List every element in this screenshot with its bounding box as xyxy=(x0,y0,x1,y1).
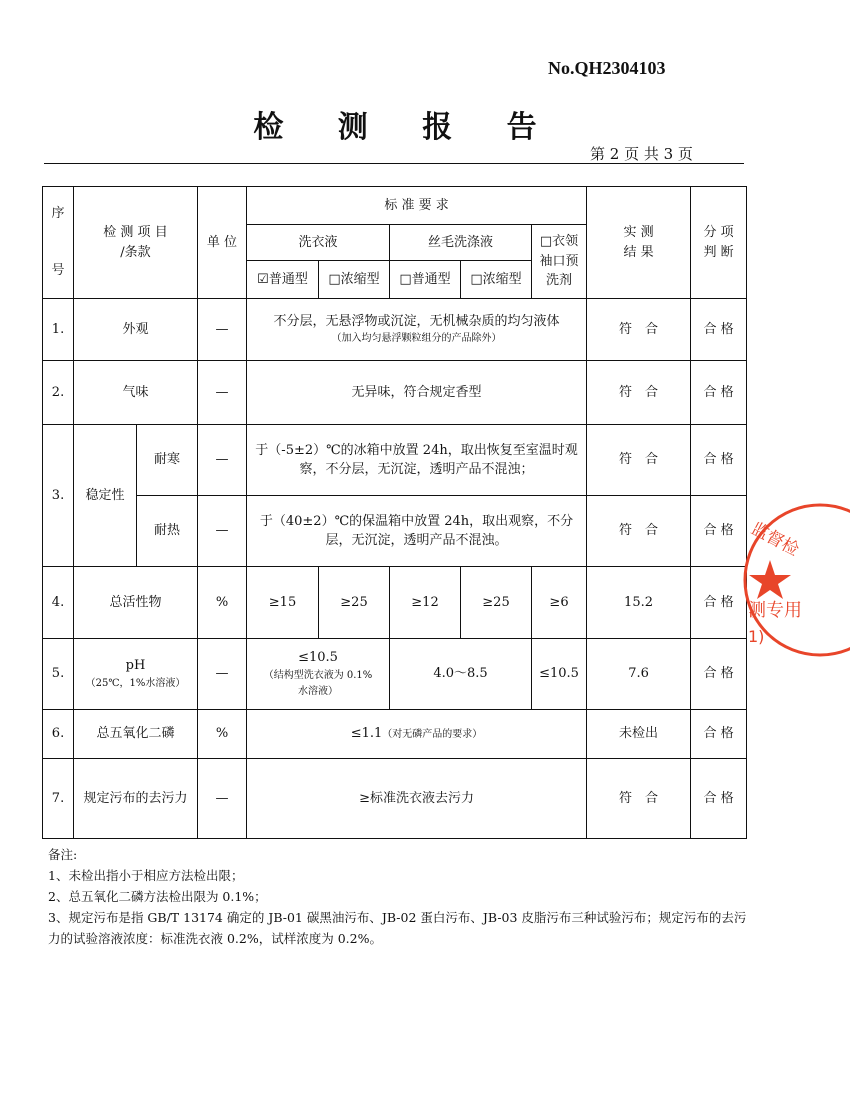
table-row xyxy=(43,299,747,361)
row-unit: % xyxy=(198,567,247,639)
row-unit: — xyxy=(198,496,247,567)
row-requirement: 不分层，无悬浮物或沉淀，无机械杂质的均匀液体 （加入均匀悬浮颗粒组分的产品除外） xyxy=(247,299,587,361)
checkbox-concentrated-laundry: □浓缩型 xyxy=(319,261,390,299)
header-result: 实 测 结 果 xyxy=(587,187,691,299)
header-unit: 单 位 xyxy=(198,187,247,299)
remarks-title: 备注: xyxy=(48,847,78,862)
row-number: 1. xyxy=(43,299,74,361)
checkbox-normal-wool: □普通型 xyxy=(390,261,461,299)
remarks xyxy=(48,844,748,949)
row-result: 符 合 xyxy=(587,299,691,361)
row-unit: — xyxy=(198,425,247,496)
row-number: 5. xyxy=(43,639,74,710)
remark-item: 3、规定污布是指 GB/T 13174 确定的 JB-01 碳黑油污布、JB-02 蛋白污布、JB-03 皮脂污布三种试验污布；规定污布的去污力的试验溶液浓度：标准洗衣液 0.2%，试样浓度为 0.2%。 xyxy=(48,910,747,946)
row-requirement: ≤1.1（对无磷产品的要求） xyxy=(247,710,587,759)
table-row xyxy=(43,567,747,639)
row-item: 气味 xyxy=(74,361,198,425)
table-row xyxy=(43,496,747,567)
seal-text-middle: 测专用 xyxy=(748,600,802,621)
header-rule xyxy=(44,163,744,164)
header-judge: 分 项 判 断 xyxy=(691,187,747,299)
header-laundry: 洗衣液 xyxy=(247,225,390,261)
table-row xyxy=(43,425,747,496)
row-item: 稳定性 xyxy=(74,425,137,567)
row-result: 符 合 xyxy=(587,496,691,567)
row-number: 7. xyxy=(43,759,74,839)
header-wool: 丝毛洗涤液 xyxy=(390,225,532,261)
row-unit: — xyxy=(198,361,247,425)
row-number: 4. xyxy=(43,567,74,639)
report-number: No.QH2304103 xyxy=(548,58,666,78)
row-judgement: 合 格 xyxy=(691,425,747,496)
table-row xyxy=(43,361,747,425)
row-result: 符 合 xyxy=(587,425,691,496)
row-unit: % xyxy=(198,710,247,759)
table-row xyxy=(43,639,747,710)
row-judgement: 合 格 xyxy=(691,361,747,425)
test-results-table xyxy=(42,186,747,839)
row-result: 7.6 xyxy=(587,639,691,710)
row-requirement: ≥标准洗衣液去污力 xyxy=(247,759,587,839)
remark-item: 2、总五氧化二磷方法检出限为 0.1%； xyxy=(48,889,267,904)
page-indicator: 第 2 页 共 3 页 xyxy=(590,145,693,163)
seal-text-top: 监督检 xyxy=(747,518,803,561)
row-requirement: 于（-5±2）℃的冰箱中放置 24h，取出恢复至室温时观察，不分层，无沉淀，透明产品不混浊； xyxy=(247,425,587,496)
row-item: 规定污布的去污力 xyxy=(74,759,198,839)
row-value-collar: ≥6 xyxy=(532,567,587,639)
row-unit: — xyxy=(198,639,247,710)
report-title: 检 测 报 告 xyxy=(253,110,559,145)
row-subitem: 耐热 xyxy=(137,496,198,567)
row-judgement: 合 格 xyxy=(691,759,747,839)
header-seq: 序 号 xyxy=(43,187,74,299)
row-result: 15.2 xyxy=(587,567,691,639)
row-value-wool-concentrated: ≥25 xyxy=(461,567,532,639)
header-collar: □衣领 袖口预 洗剂 xyxy=(532,225,587,299)
header-row xyxy=(43,187,747,225)
row-requirement: 无异味，符合规定香型 xyxy=(247,361,587,425)
row-value-laundry-normal: ≥15 xyxy=(247,567,319,639)
row-result: 符 合 xyxy=(587,361,691,425)
row-unit: — xyxy=(198,299,247,361)
row-number: 3. xyxy=(43,425,74,567)
row-result: 未检出 xyxy=(587,710,691,759)
table-row xyxy=(43,759,747,839)
checkbox-concentrated-wool: □浓缩型 xyxy=(461,261,532,299)
seal-star-icon xyxy=(749,560,791,599)
row-value-collar: ≤10.5 xyxy=(532,639,587,710)
row-item: 外观 xyxy=(74,299,198,361)
row-item: pH （25℃，1%水溶液） xyxy=(74,639,198,710)
row-value-laundry-concentrated: ≥25 xyxy=(319,567,390,639)
seal-text-bottom: 1) xyxy=(748,627,765,646)
row-value-laundry: ≤10.5 （结构型洗衣液为 0.1%水溶液） xyxy=(247,639,390,710)
table-row xyxy=(43,710,747,759)
row-value-wool-normal: ≥12 xyxy=(390,567,461,639)
row-unit: — xyxy=(198,759,247,839)
checkbox-normal-laundry: ☑普通型 xyxy=(247,261,319,299)
row-subitem: 耐寒 xyxy=(137,425,198,496)
row-item: 总五氧化二磷 xyxy=(74,710,198,759)
row-result: 符 合 xyxy=(587,759,691,839)
row-judgement: 合 格 xyxy=(691,496,747,567)
inspection-seal-stamp xyxy=(740,500,850,660)
remark-item: 1、未检出指小于相应方法检出限； xyxy=(48,868,244,883)
row-requirement: 于（40±2）℃的保温箱中放置 24h，取出观察，不分层，无沉淀，透明产品不混浊。 xyxy=(247,496,587,567)
row-item: 总活性物 xyxy=(74,567,198,639)
row-judgement: 合 格 xyxy=(691,639,747,710)
row-value-wool: 4.0～8.5 xyxy=(390,639,532,710)
row-judgement: 合 格 xyxy=(691,710,747,759)
row-number: 6. xyxy=(43,710,74,759)
header-standard: 标 准 要 求 xyxy=(247,187,587,225)
row-judgement: 合 格 xyxy=(691,567,747,639)
header-item: 检 测 项 目 /条款 xyxy=(74,187,198,299)
row-judgement: 合 格 xyxy=(691,299,747,361)
row-number: 2. xyxy=(43,361,74,425)
